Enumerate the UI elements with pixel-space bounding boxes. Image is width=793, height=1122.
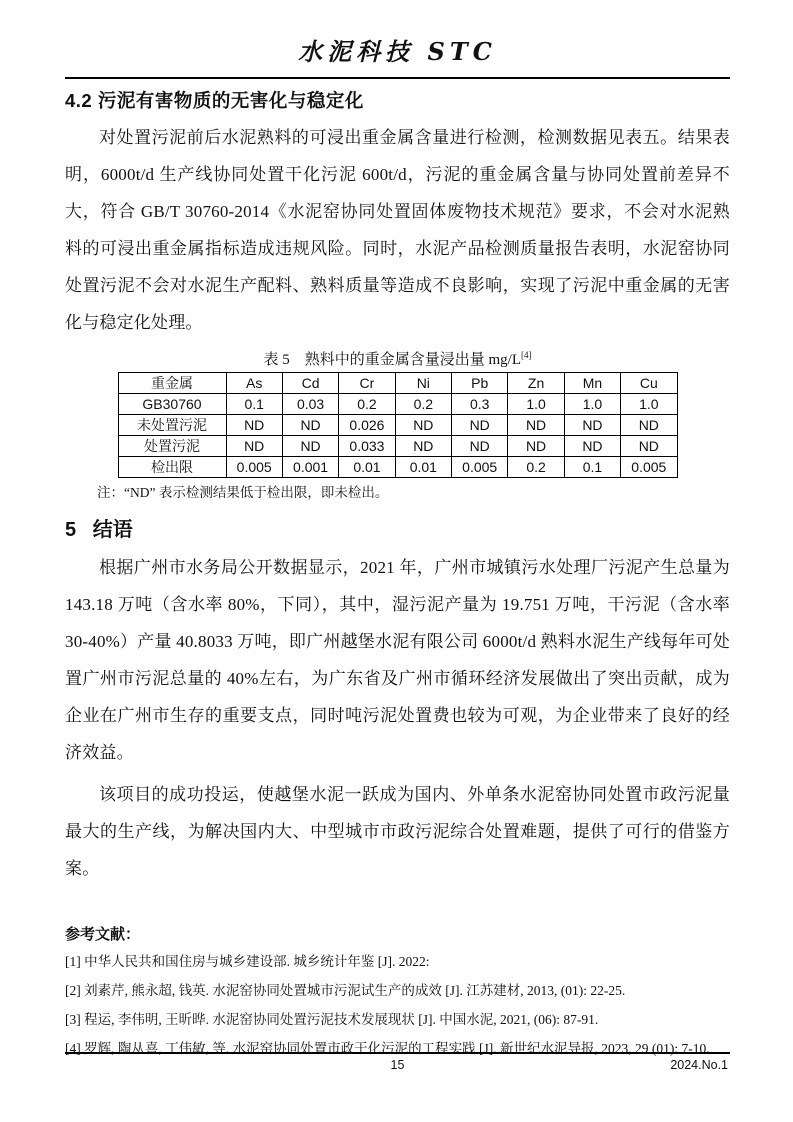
issue-number: 2024.No.1 — [670, 1058, 728, 1072]
table-header-cell: As — [226, 373, 282, 394]
table-cell: ND — [226, 415, 282, 436]
table-cell: 检出限 — [118, 457, 226, 478]
section-4-2-heading: 4.2 污泥有害物质的无害化与稳定化 — [65, 90, 364, 111]
table-cell: ND — [564, 415, 620, 436]
table-header-cell: 重金属 — [118, 373, 226, 394]
table-header-cell: Pb — [452, 373, 508, 394]
section-4-2-paragraph: 对处置污泥前后水泥熟料的可浸出重金属含量进行检测，检测数据见表五。结果表明，6000t/d 生产线协同处置干化污泥 600t/d，污泥的重金属含量与协同处置前差异不大，符合 GB/T 30760-2014《水泥窑协同处置固体废物技术规范》要求，不会对水泥熟料的可浸出重金属指标造成违规风险。同时，水泥产品检测质量报告表明，水泥窑协同处置污泥不会对水泥生产配料、熟料质量等造成不良影响，实现了污泥中重金属的无害化与稳定化处理。 — [65, 128, 730, 332]
table-caption — [65, 345, 730, 370]
journal-title: 水泥科技 STC — [298, 37, 497, 66]
table-row — [118, 415, 677, 436]
table-cell: ND — [452, 415, 508, 436]
table-header-cell: Zn — [508, 373, 564, 394]
footer-divider — [65, 1052, 730, 1054]
table-cell: 未处置污泥 — [118, 415, 226, 436]
table-cell: ND — [508, 415, 564, 436]
table-cell: ND — [226, 436, 282, 457]
table-note: 注：“ND” 表示检测结果低于检出限，即未检出。 — [97, 485, 389, 500]
table-cell: ND — [452, 436, 508, 457]
header-divider — [65, 77, 730, 79]
section-5-paragraph-1: 根据广州市水务局公开数据显示，2021 年，广州市城镇污水处理厂污泥产生总量为 143.18 万吨（含水率 80%，下同），其中，湿污泥产量为 19.751 万吨，干污泥（含水率 30-40%）产量 40.8033 万吨，即广州越堡水泥有限公司 6000t/d 熟料水泥生产线每年可处置广州市污泥总量的 40%左右，为广东省及广州市循环经济发展做出了突出贡献，成为企业在广州市生存的重要支点，同时吨污泥处置费也较为可观，为企业带来了良好的经济效益。 — [65, 558, 730, 762]
table-header-cell: Cd — [282, 373, 338, 394]
table-cell: 0.1 — [564, 457, 620, 478]
table-header-row — [118, 373, 677, 394]
page-footer — [65, 1052, 730, 1073]
table-cell: ND — [564, 436, 620, 457]
table-cell: 0.005 — [621, 457, 677, 478]
table-header-cell: Ni — [395, 373, 451, 394]
table-cell: 0.01 — [339, 457, 395, 478]
section-5-heading: 5 结语 — [65, 519, 133, 541]
table-cell: 1.0 — [508, 394, 564, 415]
table-cell: 0.033 — [339, 436, 395, 457]
references-heading: 参考文献： — [65, 926, 141, 943]
table-cell: 0.2 — [339, 394, 395, 415]
table-header-cell: Cu — [621, 373, 677, 394]
table-cell: 0.2 — [508, 457, 564, 478]
table-caption-text: 表 5 熟料中的重金属含量浸出量 mg/L — [263, 352, 521, 368]
table-cell: 0.1 — [226, 394, 282, 415]
table-cell: ND — [508, 436, 564, 457]
table-cell: GB30760 — [118, 394, 226, 415]
table-cell: 0.005 — [226, 457, 282, 478]
table-row — [118, 394, 677, 415]
table-cell: 1.0 — [564, 394, 620, 415]
table-cell: 0.3 — [452, 394, 508, 415]
references-list — [65, 949, 730, 1061]
table-cell: 处置污泥 — [118, 436, 226, 457]
table-caption-superscript: [4] — [521, 350, 532, 360]
table-cell: ND — [621, 415, 677, 436]
table-cell: ND — [621, 436, 677, 457]
table-cell: ND — [395, 436, 451, 457]
heavy-metals-table — [118, 372, 678, 478]
reference-item: [2] 刘素芹, 熊永超, 钱英. 水泥窑协同处置城市污泥试生产的成效 [J]. 江苏建材, 2013, (01): 22-25. — [65, 983, 626, 998]
section-5-paragraph-2: 该项目的成功投运，使越堡水泥一跃成为国内、外单条水泥窑协同处置市政污泥量最大的生产线，为解决国内大、中型城市市政污泥综合处置难题，提供了可行的借鉴方案。 — [65, 785, 730, 878]
reference-item: [3] 程运, 李伟明, 王昕晔. 水泥窑协同处置污泥技术发展现状 [J]. 中国水泥, 2021, (06): 87-91. — [65, 1012, 599, 1027]
table-cell: ND — [395, 415, 451, 436]
table-cell: 0.005 — [452, 457, 508, 478]
table-cell: 0.03 — [282, 394, 338, 415]
table-cell: 1.0 — [621, 394, 677, 415]
reference-item: [4] 罗辉, 陶从喜, 丁伟敏, 等. 水泥窑协同处置市政干化污泥的工程实践 [J]. 新世纪水泥导报, 2023, 29 (01): 7-10. — [65, 1041, 710, 1056]
table-cell: 0.026 — [339, 415, 395, 436]
table-cell: 0.001 — [282, 457, 338, 478]
table-header-cell: Mn — [564, 373, 620, 394]
table-cell: 0.01 — [395, 457, 451, 478]
table-cell: 0.2 — [395, 394, 451, 415]
table-cell: ND — [282, 415, 338, 436]
page-header — [65, 36, 730, 79]
table-row — [118, 457, 677, 478]
table-cell: ND — [282, 436, 338, 457]
table-header-cell: Cr — [339, 373, 395, 394]
page-number: 15 — [390, 1058, 405, 1072]
table-row — [118, 436, 677, 457]
reference-item: [1] 中华人民共和国住房与城乡建设部. 城乡统计年鉴 [J]. 2022: — [65, 954, 430, 969]
